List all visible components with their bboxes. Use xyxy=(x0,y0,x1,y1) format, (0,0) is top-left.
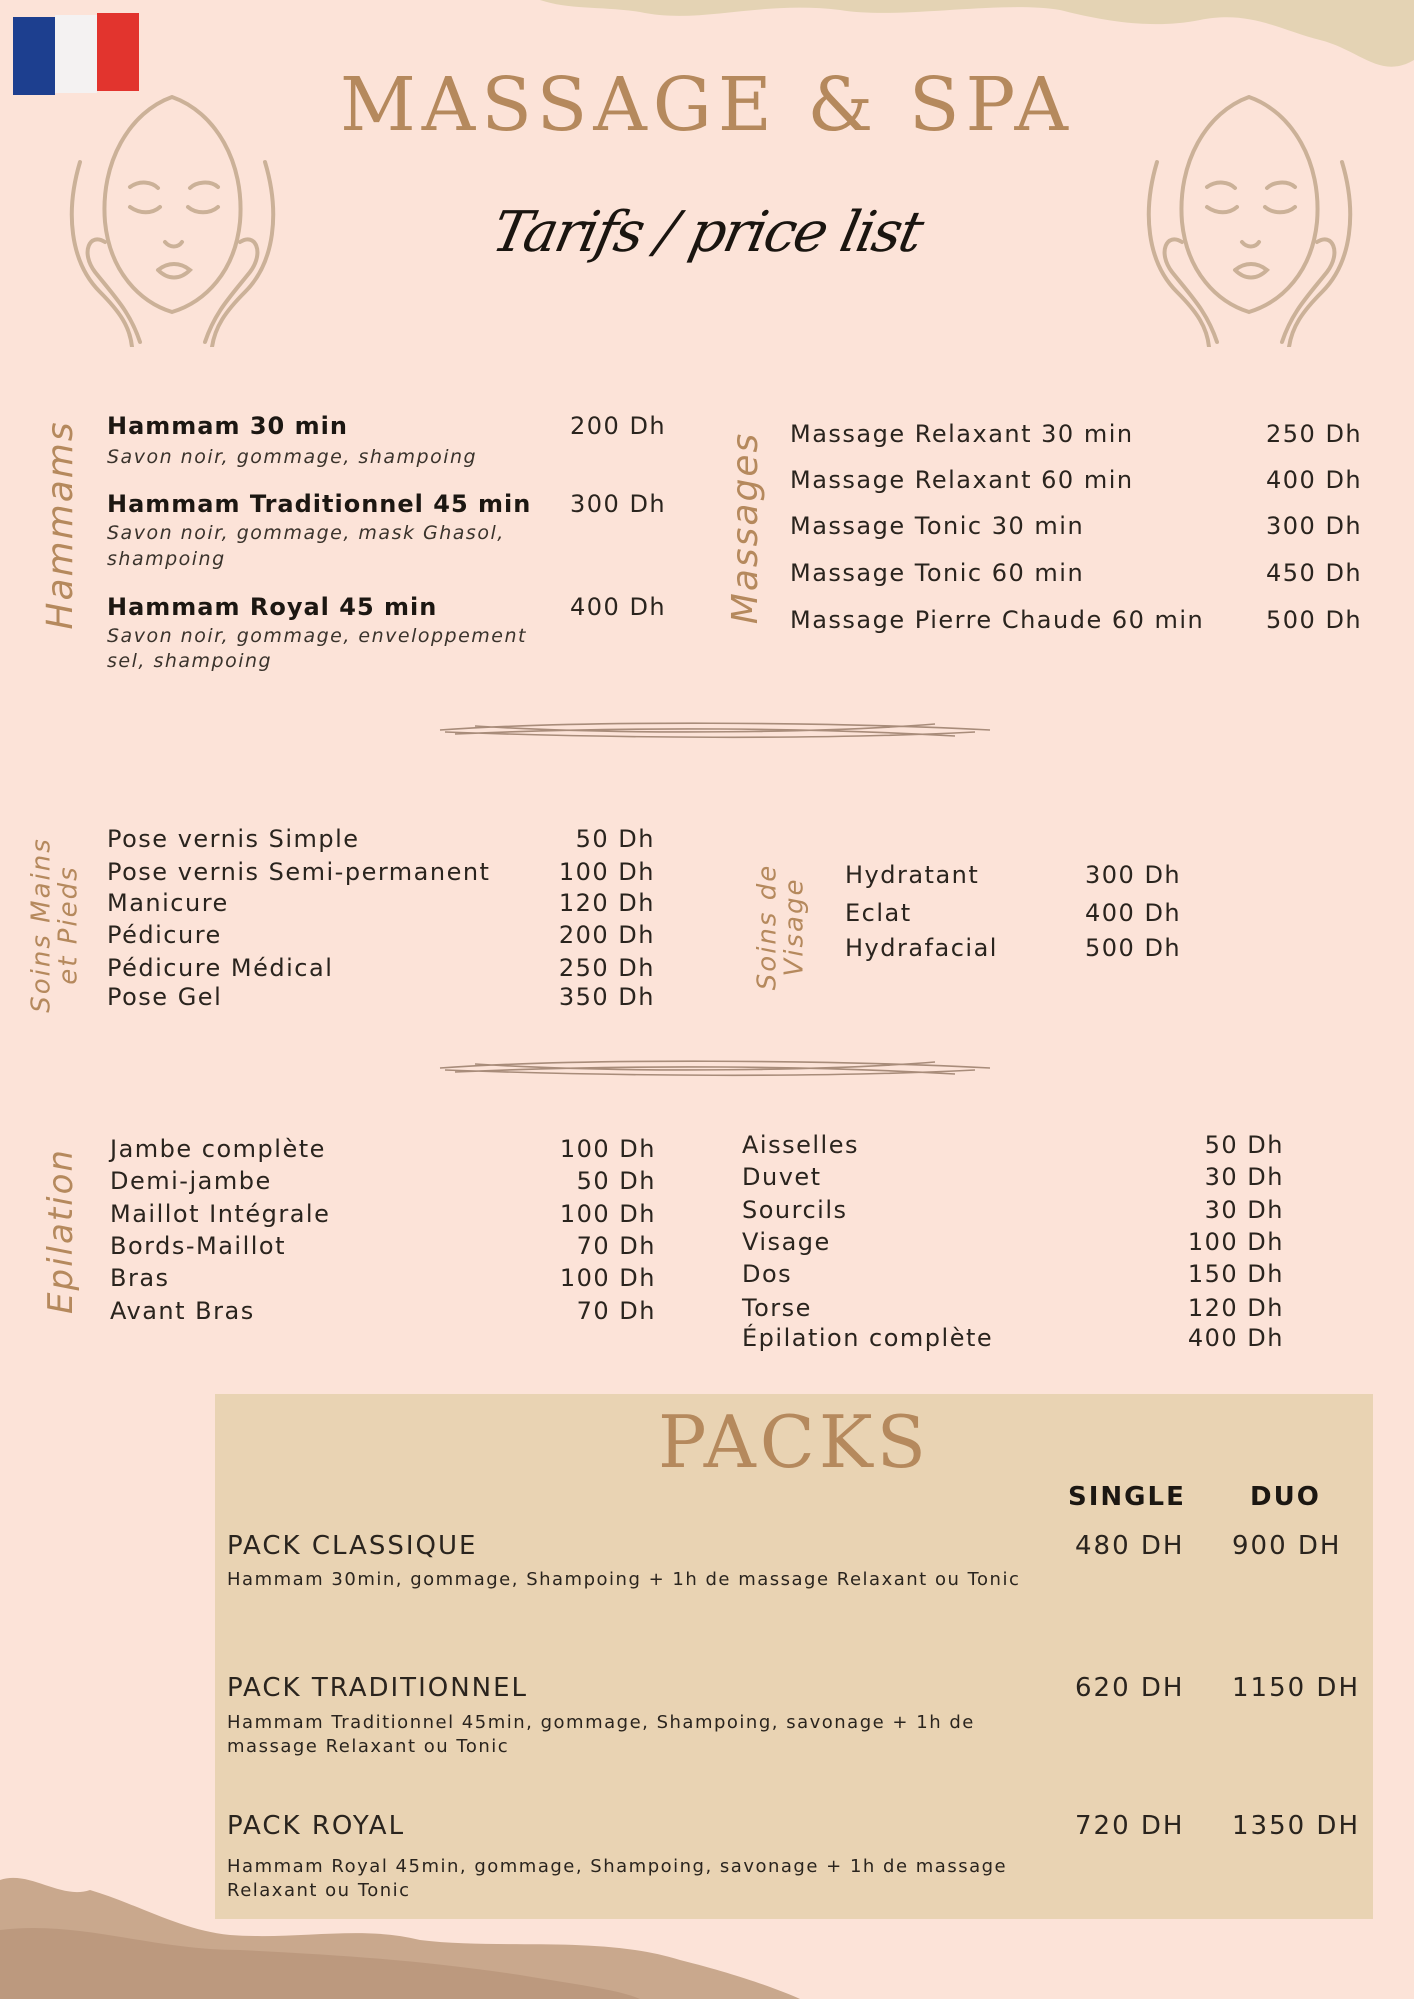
service-name: Bords-Maillot xyxy=(110,1232,287,1260)
service-price: 300 Dh xyxy=(1266,512,1363,540)
pack-description: Hammam 30min, gommage, Shampoing + 1h de massage Relaxant ou Tonic xyxy=(227,1569,1021,1590)
service-price: 100 Dh xyxy=(559,1135,656,1163)
label-line: et Pieds xyxy=(54,865,84,985)
service-name: Hammam Royal 45 min xyxy=(107,593,438,621)
pack-price-single: 620 DH xyxy=(1075,1673,1185,1703)
section-label-mains-pieds xyxy=(26,837,84,1013)
service-name: Hydrafacial xyxy=(845,934,998,962)
service-price: 450 Dh xyxy=(1266,559,1363,587)
service-name: Pose vernis Simple xyxy=(107,825,360,853)
column-header-single: SINGLE xyxy=(1068,1482,1186,1512)
service-price: 500 Dh xyxy=(1085,934,1182,962)
pack-price-duo: 1350 DH xyxy=(1232,1811,1361,1841)
service-price: 120 Dh xyxy=(1187,1294,1284,1322)
service-price: 30 Dh xyxy=(1204,1196,1284,1224)
service-price: 100 Dh xyxy=(559,1264,656,1292)
label-line: Soins de xyxy=(752,863,783,991)
service-price: 50 Dh xyxy=(576,1167,656,1195)
service-name: Maillot Intégrale xyxy=(110,1200,331,1228)
pack-name: PACK TRADITIONNEL xyxy=(227,1673,529,1703)
label-line: Soins Mains xyxy=(26,837,57,1013)
service-name: Visage xyxy=(742,1228,831,1256)
service-price: 400 Dh xyxy=(1187,1324,1284,1352)
label-line: Visage xyxy=(780,877,810,977)
service-description: shampoing xyxy=(107,548,226,570)
service-price: 70 Dh xyxy=(576,1232,656,1260)
service-name: Pédicure xyxy=(107,921,222,949)
service-price: 500 Dh xyxy=(1266,606,1363,634)
service-price: 100 Dh xyxy=(558,858,655,886)
service-name: Épilation complète xyxy=(742,1324,994,1352)
pack-price-single: 480 DH xyxy=(1075,1531,1185,1561)
page-subtitle: Tarifs / price list xyxy=(486,200,928,265)
packs-title: PACKS xyxy=(657,1400,931,1484)
service-name: Massage Pierre Chaude 60 min xyxy=(790,606,1205,634)
service-price: 400 Dh xyxy=(1266,466,1363,494)
service-name: Massage Relaxant 30 min xyxy=(790,420,1134,448)
service-name: Hammam 30 min xyxy=(107,412,348,440)
pack-name: PACK ROYAL xyxy=(227,1811,406,1841)
service-price: 30 Dh xyxy=(1204,1163,1284,1191)
service-price: 250 Dh xyxy=(558,954,655,982)
service-description: Savon noir, gommage, mask Ghasol, xyxy=(107,522,505,544)
service-name: Bras xyxy=(110,1264,170,1292)
service-name: Manicure xyxy=(107,889,229,917)
service-name: Sourcils xyxy=(742,1196,848,1224)
service-name: Jambe complète xyxy=(110,1135,326,1163)
pack-name: PACK CLASSIQUE xyxy=(227,1531,478,1561)
service-name: Dos xyxy=(742,1260,793,1288)
service-price: 400 Dh xyxy=(1085,899,1182,927)
scribble-divider-1 xyxy=(435,712,995,748)
service-price: 250 Dh xyxy=(1266,420,1363,448)
service-price: 300 Dh xyxy=(1085,861,1182,889)
section-label-visage xyxy=(752,863,810,991)
service-name: Aisselles xyxy=(742,1131,859,1159)
service-price: 200 Dh xyxy=(570,412,667,440)
pack-price-single: 720 DH xyxy=(1075,1811,1185,1841)
pack-price-duo: 1150 DH xyxy=(1232,1673,1361,1703)
service-name: Duvet xyxy=(742,1163,822,1191)
service-price: 50 Dh xyxy=(1204,1131,1284,1159)
service-price: 50 Dh xyxy=(575,825,655,853)
service-name: Massage Tonic 60 min xyxy=(790,559,1085,587)
service-name: Massage Tonic 30 min xyxy=(790,512,1085,540)
service-name: Eclat xyxy=(845,899,912,927)
service-price: 120 Dh xyxy=(558,889,655,917)
service-name: Pose vernis Semi-permanent xyxy=(107,858,491,886)
section-label-massages: Massages xyxy=(725,431,767,625)
service-name: Massage Relaxant 60 min xyxy=(790,466,1134,494)
service-name: Hydratant xyxy=(845,861,980,889)
service-price: 200 Dh xyxy=(558,921,655,949)
service-name: Avant Bras xyxy=(110,1297,255,1325)
service-description: sel, shampoing xyxy=(107,650,273,672)
service-name: Demi-jambe xyxy=(110,1167,272,1195)
service-price: 300 Dh xyxy=(570,490,667,518)
pack-description: Hammam Royal 45min, gommage, Shampoing, savonage + 1h de massage Relaxant ou Tonic xyxy=(227,1856,1008,1901)
service-name: Torse xyxy=(742,1294,812,1322)
service-price: 150 Dh xyxy=(1187,1260,1284,1288)
service-price: 100 Dh xyxy=(559,1200,656,1228)
service-description: Savon noir, gommage, shampoing xyxy=(107,446,478,468)
pack-price-duo: 900 DH xyxy=(1232,1531,1342,1561)
scribble-divider-2 xyxy=(435,1050,995,1086)
service-price: 100 Dh xyxy=(1187,1228,1284,1256)
service-price: 70 Dh xyxy=(576,1297,656,1325)
page-title: MASSAGE & SPA xyxy=(340,62,1074,148)
service-name: Hammam Traditionnel 45 min xyxy=(107,490,532,518)
column-header-duo: DUO xyxy=(1250,1482,1321,1512)
section-label-hammams: Hammams xyxy=(40,420,82,630)
section-label-epilation: Epilation xyxy=(41,1148,82,1314)
service-price: 400 Dh xyxy=(570,593,667,621)
service-price: 350 Dh xyxy=(558,983,655,1011)
pack-description: Hammam Traditionnel 45min, gommage, Shampoing, savonage + 1h de massage Relaxant ou Tonic xyxy=(227,1712,975,1757)
service-name: Pose Gel xyxy=(107,983,223,1011)
service-description: Savon noir, gommage, enveloppement xyxy=(107,625,527,647)
service-name: Pédicure Médical xyxy=(107,954,334,982)
